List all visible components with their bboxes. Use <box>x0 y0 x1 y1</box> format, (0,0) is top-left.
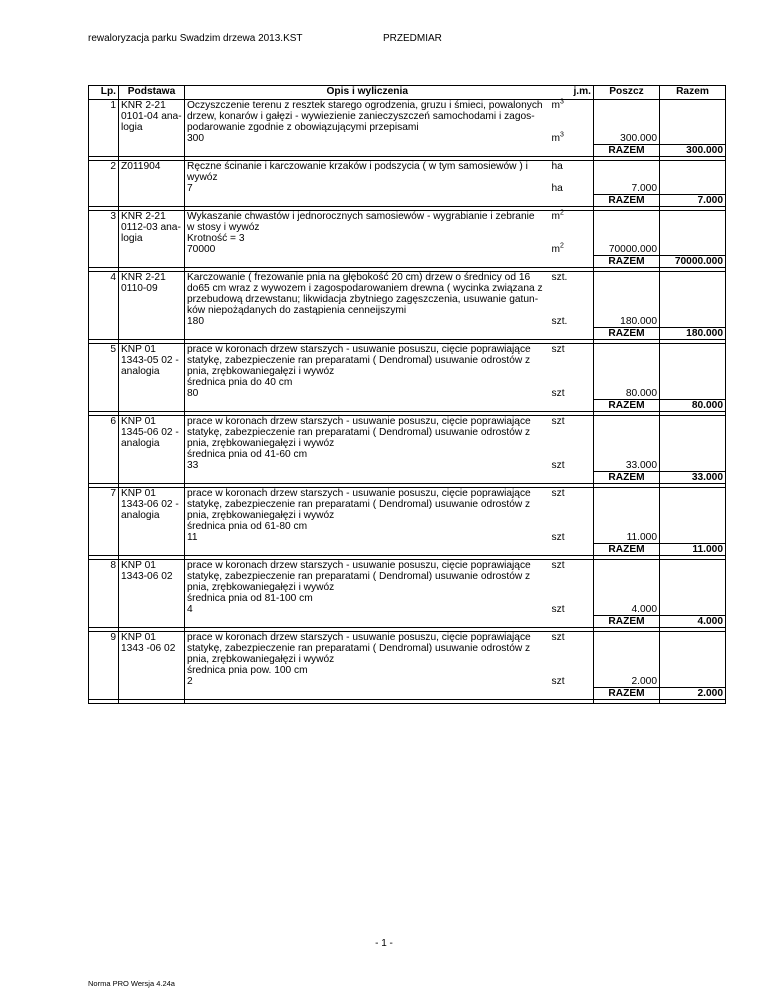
item-row <box>89 416 726 428</box>
item-calc-row <box>89 460 726 472</box>
item-row <box>89 632 726 644</box>
item-row <box>89 643 726 654</box>
razem-label: RAZEM <box>594 616 660 628</box>
item-row <box>89 305 726 316</box>
item-opis: w stosy i wywóz <box>185 222 550 233</box>
item-podstawa: 0110-09 <box>119 283 185 294</box>
item-lp: 9 <box>89 632 119 644</box>
item-separator <box>89 700 726 704</box>
item-calc-jm: szt. <box>550 316 594 328</box>
table-header-row <box>89 86 726 100</box>
item-podstawa: 0101-04 ana- <box>119 111 185 122</box>
item-row <box>89 222 726 233</box>
razem-label: RAZEM <box>594 145 660 157</box>
item-row <box>89 294 726 305</box>
item-opis: prace w koronach drzew starszych - usuwanie posuszu, cięcie poprawiające <box>185 560 550 572</box>
item-jm: szt <box>550 488 594 500</box>
item-opis: pnia, zrębkowaniegałęzi i wywóz <box>185 582 550 593</box>
item-opis: prace w koronach drzew starszych - usuwanie posuszu, cięcie poprawiające <box>185 632 550 644</box>
item-row <box>89 560 726 572</box>
item-opis: statykę, zabezpieczenie ran preparatami ( Dendromal) usuwanie odrostów z <box>185 355 550 366</box>
item-podstawa: Z011904 <box>119 161 185 173</box>
item-opis: średnica pnia od 81-100 cm <box>185 593 550 604</box>
item-podstawa: KNR 2-21 <box>119 100 185 112</box>
item-calc-row <box>89 532 726 544</box>
item-razem-row <box>89 544 726 556</box>
item-razem-row <box>89 195 726 207</box>
item-opis: Ręczne ścinanie i karczowanie krzaków i podszycia ( w tym samosiewów ) i <box>185 161 550 173</box>
item-row <box>89 510 726 521</box>
item-razem-row <box>89 145 726 157</box>
item-opis: średnica pnia od 41-60 cm <box>185 449 550 460</box>
item-opis: podarowanie zgodnie z obowiązującymi przepisami <box>185 122 550 133</box>
item-podstawa: 0112-03 ana- <box>119 222 185 233</box>
item-calc: 4 <box>185 604 550 616</box>
item-podstawa: KNP 01 <box>119 560 185 572</box>
item-calc-jm: $m^3$ <box>550 133 594 145</box>
col-opis: Opis i wyliczenia <box>185 86 550 100</box>
item-opis: Wykaszanie chwastów i jednorocznych samosiewów - wygrabianie i zebranie <box>185 211 550 223</box>
software-version: Norma PRO Wersja 4.24a <box>88 979 175 988</box>
item-calc: 33 <box>185 460 550 472</box>
item-jm: szt <box>550 560 594 572</box>
item-razem-row <box>89 616 726 628</box>
item-podstawa: analogia <box>119 510 185 521</box>
item-row <box>89 571 726 582</box>
item-podstawa: KNP 01 <box>119 416 185 428</box>
item-jm: $m^2$ <box>550 211 594 223</box>
col-podstawa: Podstawa <box>119 86 185 100</box>
item-row <box>89 122 726 133</box>
item-row <box>89 111 726 122</box>
col-jm: j.m. <box>550 86 594 100</box>
item-podstawa: 1345-06 02 - <box>119 427 185 438</box>
item-podstawa: 1343 -06 02 <box>119 643 185 654</box>
item-opis: pnia, zrębkowaniegałęzi i wywóz <box>185 654 550 665</box>
item-opis: średnica pnia pow. 100 cm <box>185 665 550 676</box>
item-calc: 300 <box>185 133 550 145</box>
item-podstawa: KNP 01 <box>119 488 185 500</box>
item-calc-jm: szt <box>550 604 594 616</box>
item-row <box>89 366 726 377</box>
item-podstawa: 1343-06 02 <box>119 571 185 582</box>
item-opis: prace w koronach drzew starszych - usuwanie posuszu, cięcie poprawiające <box>185 416 550 428</box>
item-opis: drzew, konarów i gałęzi - wywiezienie zanieczyszczeń samochodami i zagos- <box>185 111 550 122</box>
item-jm: szt <box>550 416 594 428</box>
item-poszcz: 7.000 <box>594 183 660 195</box>
item-opis: statykę, zabezpieczenie ran preparatami ( Dendromal) usuwanie odrostów z <box>185 571 550 582</box>
item-row <box>89 211 726 223</box>
item-calc-jm: $m^2$ <box>550 244 594 256</box>
item-lp: 1 <box>89 100 119 112</box>
item-podstawa: 1343-06 02 - <box>119 499 185 510</box>
item-razem-row <box>89 472 726 484</box>
item-calc: 2 <box>185 676 550 688</box>
item-row <box>89 582 726 593</box>
razem-label: RAZEM <box>594 256 660 268</box>
document-type: PRZEDMIAR <box>383 33 442 44</box>
item-lp: 8 <box>89 560 119 572</box>
item-podstawa: KNR 2-21 <box>119 272 185 284</box>
item-poszcz: 2.000 <box>594 676 660 688</box>
item-lp: 6 <box>89 416 119 428</box>
item-opis: do65 cm wraz z wywozem i zagospodarowaniem drewna ( wycinka związana z <box>185 283 550 294</box>
item-jm: ha <box>550 161 594 173</box>
item-jm: szt <box>550 632 594 644</box>
item-calc-row <box>89 604 726 616</box>
item-poszcz: 300.000 <box>594 133 660 145</box>
item-podstawa: KNR 2-21 <box>119 211 185 223</box>
item-row <box>89 344 726 356</box>
item-opis: statykę, zabezpieczenie ran preparatami ( Dendromal) usuwanie odrostów z <box>185 499 550 510</box>
item-row <box>89 377 726 388</box>
page-number: - 1 - <box>375 938 393 949</box>
item-razem: 2.000 <box>660 688 726 700</box>
item-razem: 7.000 <box>660 195 726 207</box>
item-opis: Karczowanie ( frezowanie pnia na głębokość 20 cm) drzew o średnicy od 16 <box>185 272 550 284</box>
col-lp: Lp. <box>89 86 119 100</box>
item-calc-jm: szt <box>550 388 594 400</box>
item-row <box>89 449 726 460</box>
item-poszcz: 11.000 <box>594 532 660 544</box>
item-row <box>89 593 726 604</box>
item-calc: 80 <box>185 388 550 400</box>
item-podstawa: logia <box>119 233 185 244</box>
item-row <box>89 654 726 665</box>
razem-label: RAZEM <box>594 328 660 340</box>
item-calc-jm: szt <box>550 676 594 688</box>
item-opis: ków niepożądanych do zastąpienia cenneijszymi <box>185 305 550 316</box>
item-podstawa: analogia <box>119 366 185 377</box>
item-poszcz: 4.000 <box>594 604 660 616</box>
item-poszcz: 33.000 <box>594 460 660 472</box>
item-opis: statykę, zabezpieczenie ran preparatami ( Dendromal) usuwanie odrostów z <box>185 643 550 654</box>
item-razem-row <box>89 256 726 268</box>
item-razem-row <box>89 328 726 340</box>
item-razem: 80.000 <box>660 400 726 412</box>
item-row <box>89 161 726 173</box>
item-opis: prace w koronach drzew starszych - usuwanie posuszu, cięcie poprawiające <box>185 344 550 356</box>
item-calc-row <box>89 244 726 256</box>
item-calc-jm: ha <box>550 183 594 195</box>
item-calc: 70000 <box>185 244 550 256</box>
item-row <box>89 499 726 510</box>
item-podstawa: logia <box>119 122 185 133</box>
item-lp: 2 <box>89 161 119 173</box>
item-calc-jm: szt <box>550 460 594 472</box>
item-row <box>89 488 726 500</box>
item-calc-row <box>89 676 726 688</box>
item-razem-row <box>89 688 726 700</box>
item-opis: Krotność = 3 <box>185 233 550 244</box>
razem-label: RAZEM <box>594 688 660 700</box>
item-lp: 7 <box>89 488 119 500</box>
item-opis: średnica pnia do 40 cm <box>185 377 550 388</box>
item-jm: szt <box>550 344 594 356</box>
item-lp: 4 <box>89 272 119 284</box>
item-opis: prace w koronach drzew starszych - usuwanie posuszu, cięcie poprawiające <box>185 488 550 500</box>
item-row <box>89 521 726 532</box>
item-opis: statykę, zabezpieczenie ran preparatami ( Dendromal) usuwanie odrostów z <box>185 427 550 438</box>
item-calc-row <box>89 183 726 195</box>
item-calc-row <box>89 388 726 400</box>
item-opis: Oczyszczenie terenu z resztek starego ogrodzenia, gruzu i śmieci, powalonych <box>185 100 550 112</box>
razem-label: RAZEM <box>594 195 660 207</box>
item-lp: 3 <box>89 211 119 223</box>
item-jm: $m^3$ <box>550 100 594 112</box>
item-calc-row <box>89 133 726 145</box>
item-jm: szt. <box>550 272 594 284</box>
item-razem: 300.000 <box>660 145 726 157</box>
item-row <box>89 427 726 438</box>
col-poszcz: Poszcz <box>594 86 660 100</box>
item-row <box>89 283 726 294</box>
item-calc-row <box>89 316 726 328</box>
item-row <box>89 172 726 183</box>
przedmiar-table <box>88 85 726 704</box>
item-opis: pnia, zrębkowaniegałęzi i wywóz <box>185 366 550 377</box>
item-lp: 5 <box>89 344 119 356</box>
item-podstawa: KNP 01 <box>119 632 185 644</box>
razem-label: RAZEM <box>594 472 660 484</box>
item-calc: 11 <box>185 532 550 544</box>
item-razem: 11.000 <box>660 544 726 556</box>
razem-label: RAZEM <box>594 544 660 556</box>
item-row <box>89 665 726 676</box>
item-poszcz: 180.000 <box>594 316 660 328</box>
item-opis: pnia, zrębkowaniegałęzi i wywóz <box>185 510 550 521</box>
razem-label: RAZEM <box>594 400 660 412</box>
item-opis: pnia, zrębkowaniegałęzi i wywóz <box>185 438 550 449</box>
item-opis: przebudową drzewstanu; likwidacja zbytniego zagęszczenia, usuwanie gatun- <box>185 294 550 305</box>
item-podstawa: KNP 01 <box>119 344 185 356</box>
col-razem: Razem <box>660 86 726 100</box>
item-podstawa: 1343-05 02 - <box>119 355 185 366</box>
item-razem-row <box>89 400 726 412</box>
item-row <box>89 272 726 284</box>
item-poszcz: 70000.000 <box>594 244 660 256</box>
item-razem: 180.000 <box>660 328 726 340</box>
item-opis: średnica pnia od 61-80 cm <box>185 521 550 532</box>
item-poszcz: 80.000 <box>594 388 660 400</box>
item-row <box>89 438 726 449</box>
item-razem: 33.000 <box>660 472 726 484</box>
item-podstawa: analogia <box>119 438 185 449</box>
item-calc: 7 <box>185 183 550 195</box>
item-razem: 4.000 <box>660 616 726 628</box>
document-title: rewaloryzacja parku Swadzim drzewa 2013.KST <box>88 33 303 44</box>
item-row <box>89 100 726 112</box>
item-calc-jm: szt <box>550 532 594 544</box>
item-row <box>89 233 726 244</box>
item-row <box>89 355 726 366</box>
item-calc: 180 <box>185 316 550 328</box>
item-razem: 70000.000 <box>660 256 726 268</box>
item-opis: wywóz <box>185 172 550 183</box>
